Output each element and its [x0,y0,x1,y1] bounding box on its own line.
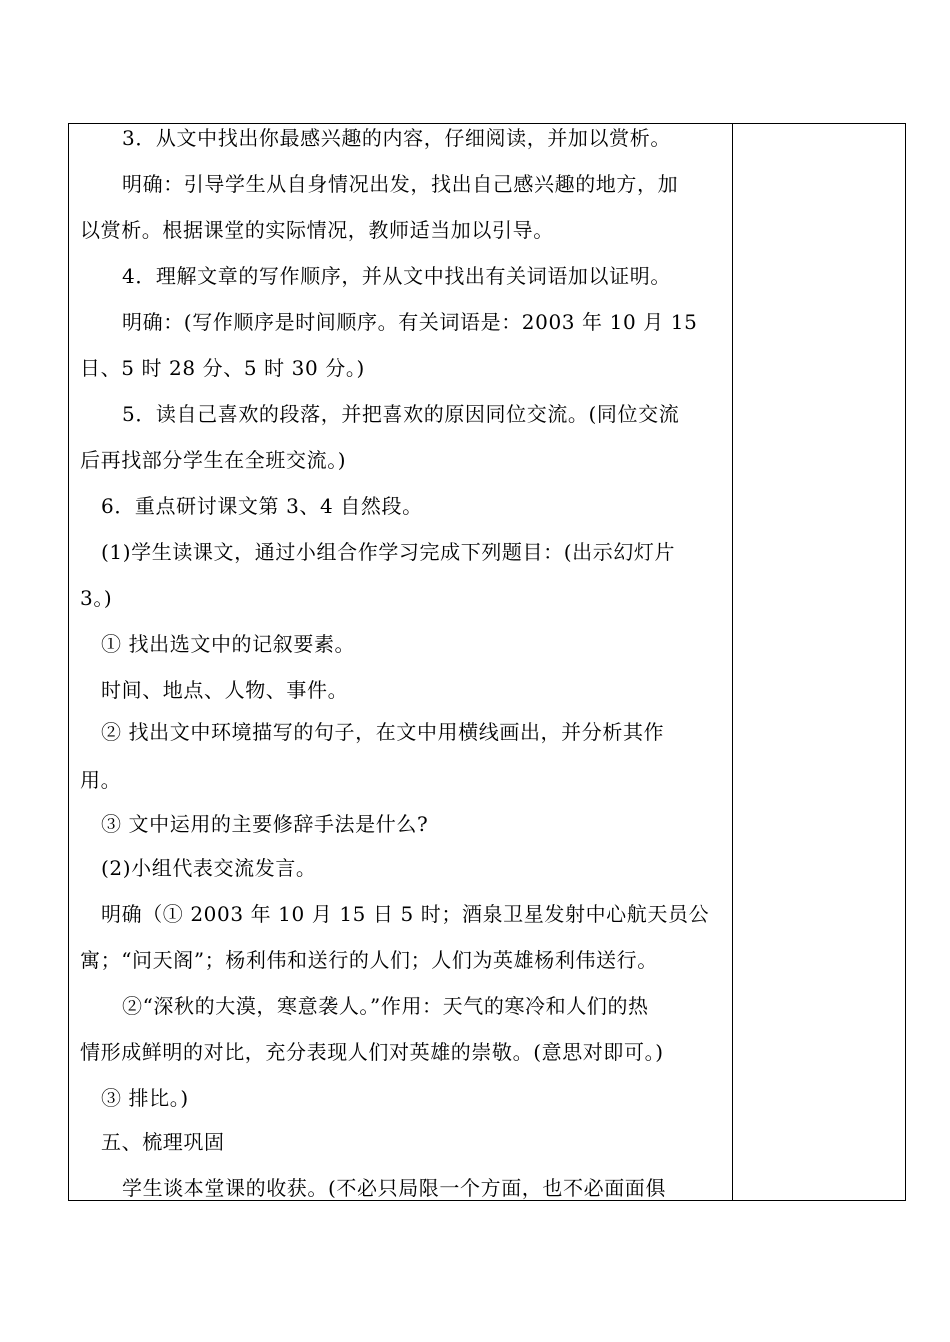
text-line: 以赏析。根据课堂的实际情况，教师适当加以引导。 [80,218,554,242]
text-line: 4．理解文章的写作顺序，并从文中找出有关词语加以证明。 [122,264,671,288]
text-line: ② 找出文中环境描写的句子，在文中用横线画出，并分析其作 [101,720,665,744]
text-line: 3．从文中找出你最感兴趣的内容，仔细阅读，并加以赏析。 [122,126,671,150]
text-line: ① 找出选文中的记叙要素。 [101,632,356,656]
text-line: 情形成鲜明的对比，充分表现人们对英雄的崇敬。(意思对即可。) [80,1040,664,1064]
section-heading: 五、梳理巩固 [101,1130,225,1154]
text-line: ②“深秋的大漠，寒意袭人。”作用：天气的寒冷和人们的热 [122,994,649,1018]
text-line: ③ 文中运用的主要修辞手法是什么? [101,812,429,836]
text-line: ③ 排比。) [101,1086,189,1110]
text-line: 后再找部分学生在全班交流。) [80,448,347,472]
text-line: 寓；“问天阁”；杨利伟和送行的人们；人们为英雄杨利伟送行。 [80,948,658,972]
text-line: 用。 [80,768,122,792]
column-divider [732,123,733,1201]
text-line: (1)学生读课文，通过小组合作学习完成下列题目：(出示幻灯片 [101,540,676,564]
text-line: 3。) [80,586,113,610]
text-line: 5．读自己喜欢的段落，并把喜欢的原因同位交流。(同位交流 [122,402,680,426]
text-line: 学生谈本堂课的收获。(不必只局限一个方面，也不必面面俱 [122,1176,667,1200]
text-line: 明确：引导学生从自身情况出发，找出自己感兴趣的地方，加 [122,172,679,196]
text-line: 6．重点研讨课文第 3、4 自然段。 [101,494,423,518]
text-line: (2)小组代表交流发言。 [101,856,317,880]
text-line: 明确：(写作顺序是时间顺序。有关词语是：2003 年 10 月 15 [122,310,698,334]
text-line: 明确（① 2003 年 10 月 15 日 5 时；酒泉卫星发射中心航天员公 [101,902,710,926]
text-line: 时间、地点、人物、事件。 [101,678,349,702]
text-line: 日、5 时 28 分、5 时 30 分。) [80,356,365,380]
